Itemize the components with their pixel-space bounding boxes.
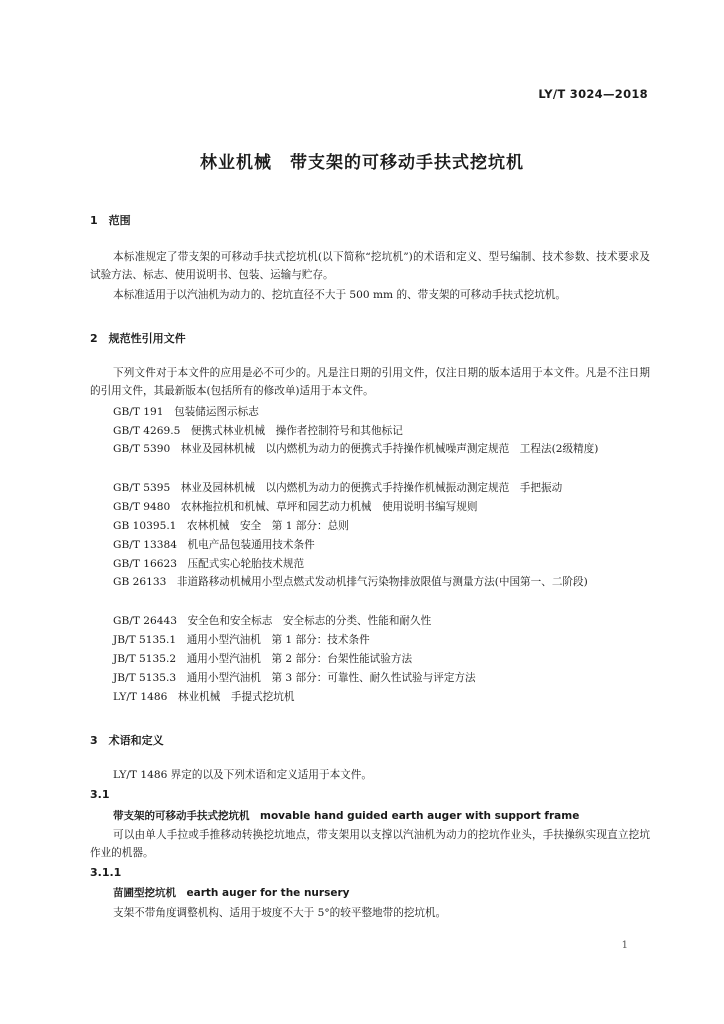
- reference-item: JB/T 5135.1 通用小型汽油机 第 1 部分：技术条件: [113, 634, 370, 646]
- section-3-heading: 3 术语和定义: [90, 734, 164, 747]
- reference-item: GB/T 5395 林业及园林机械 以内燃机为动力的便携式手持操作机械振动测定规范 手把振动: [113, 482, 563, 494]
- section-2-heading: 2 规范性引用文件: [90, 332, 186, 345]
- reference-item: GB/T 191 包装储运图示标志: [113, 406, 259, 418]
- section-1-para-1: 本标准规定了带支架的可移动手扶式挖坑机(以下简称“挖坑机”)的术语和定义、型号编制、技术参数、技术要求及试验方法、标志、使用说明书、包装、运输与贮存。: [90, 251, 650, 281]
- reference-item: JB/T 5135.3 通用小型汽油机 第 3 部分：可靠性、耐久性试验与评定方法: [113, 672, 476, 684]
- reference-item: JB/T 5135.2 通用小型汽油机 第 2 部分：台架性能试验方法: [113, 653, 413, 665]
- standard-code: LY/T 3024—2018: [538, 87, 648, 101]
- document-title: 林业机械 带支架的可移动手扶式挖坑机: [200, 153, 524, 173]
- term-title: 苗圃型挖坑机 earth auger for the nursery: [113, 887, 350, 899]
- reference-item: GB/T 26443 安全色和安全标志 安全标志的分类、性能和耐久性: [113, 615, 432, 627]
- reference-item: GB/T 16623 压配式实心轮胎技术规范: [113, 558, 305, 570]
- term-number: 3.1.1: [90, 866, 122, 879]
- reference-item: GB 26133 非道路移动机械用小型点燃式发动机排气污染物排放限值与测量方法(中国第一、二阶段): [113, 576, 588, 588]
- section-1-heading: 1 范围: [90, 214, 131, 227]
- term-definition: 支架不带角度调整机构、适用于坡度不大于 5°的较平整地带的挖坑机。: [113, 907, 447, 919]
- page-number: 1: [621, 940, 628, 951]
- reference-item: GB/T 5390 林业及园林机械 以内燃机为动力的便携式手持操作机械噪声测定规范 工程法(2级精度): [113, 443, 599, 455]
- reference-item: GB/T 4269.5 便携式林业机械 操作者控制符号和其他标记: [113, 425, 403, 437]
- term-title: 带支架的可移动手扶式挖坑机 movable hand guided earth auger with support frame: [113, 810, 580, 822]
- term-definition: 可以由单人手拉或手推移动转换挖坑地点，带支架用以支撑以汽油机为动力的挖坑作业头，手扶操纵实现直立挖坑作业的机器。: [90, 829, 650, 859]
- reference-item: GB/T 9480 农林拖拉机和机械、草坪和园艺动力机械 使用说明书编写规则: [113, 501, 478, 513]
- reference-item: GB 10395.1 农林机械 安全 第 1 部分：总则: [113, 520, 349, 532]
- reference-item: GB/T 13384 机电产品包装通用技术条件: [113, 539, 315, 551]
- section-3-intro: LY/T 1486 界定的以及下列术语和定义适用于本文件。: [113, 769, 372, 781]
- section-1-para-2: 本标准适用于以汽油机为动力的、挖坑直径不大于 500 mm 的、带支架的可移动手扶式挖坑机。: [113, 289, 566, 301]
- reference-item: LY/T 1486 林业机械 手提式挖坑机: [113, 691, 295, 703]
- section-2-intro: 下列文件对于本文件的应用是必不可少的。凡是注日期的引用文件，仅注日期的版本适用于本文件。凡是不注日期的引用文件，其最新版本(包括所有的修改单)适用于本文件。: [90, 367, 650, 397]
- term-number: 3.1: [90, 788, 110, 801]
